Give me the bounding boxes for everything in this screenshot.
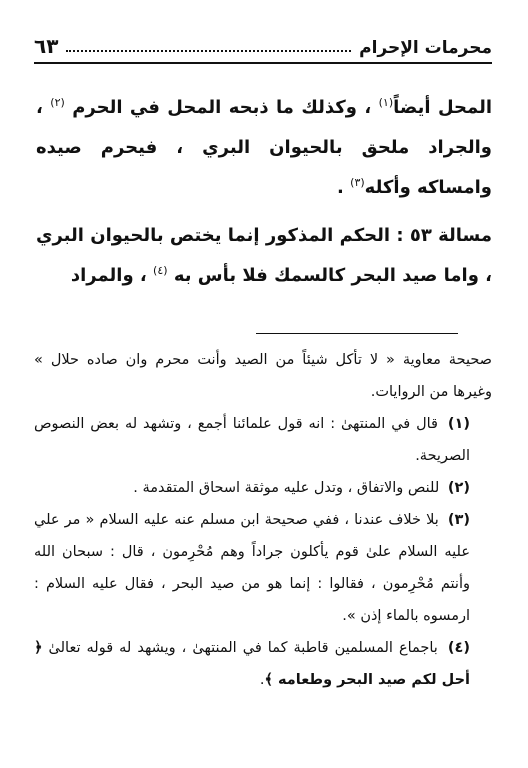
footnote-end: . [259,672,265,688]
footnote-text: بلا خلاف عندنا ، ففي صحيحة ابن مسلم عنه عليه السلام « مر علي عليه السلام علىٰ قوم يأكلون جراداً وهم مُحْرِمون ، قال : سبحان الله وأنتم مُحْرِمون ، فقالوا : إنما هو من صيد البحر ، فقال عليه السلام : ارمسوه بالماء إذن ». [34,512,470,624]
footnotes [34,344,492,696]
quran-quote: ﴿ أحل لكم صيد البحر وطعامه ﴾ [34,640,470,688]
masala-paragraph [36,216,492,296]
footnote-number: (١) [447,416,471,432]
leader-dots [66,50,351,52]
footnote-separator [256,333,458,334]
footnote-text: قال في المنتهىٰ : انه قول علمائنا أجمع ، وتشهد له بعض النصوص الصريحة. [34,416,470,464]
text-run: المحل أيضاً [393,97,492,118]
paragraph [36,88,492,208]
main-text [36,88,492,296]
footnote-number: (٣) [447,512,471,528]
text-run: ، والجراد ملحق بالحيوان البري ، فيحرم صيده وامساكه وأكله [36,97,492,198]
footnote-text: للنص والاتفاق ، وتدل عليه موثقة اسحاق المتقدمة . [133,480,440,496]
footnote-ref-1: (١) [378,96,394,109]
text-run: ، وكذلك ما ذبحه المحل في الحرم [72,97,372,118]
footnote-text: باجماع المسلمين قاطبة كما في المنتهىٰ ، ويشهد له قوله تعالىٰ [48,640,438,656]
footnote-4 [34,632,492,696]
footnote-number: (٢) [447,480,470,496]
text-run: ، والمراد [70,265,147,286]
footnote-3 [34,504,492,632]
footnote-2 [34,472,492,504]
page-number: ٦٣ [34,34,59,58]
footnote-number: (٤) [447,640,471,656]
footnote-ref-3: (٣) [350,176,365,189]
text-run: . [337,177,344,198]
text-run: الحكم المذكور إنما يختص بالحيوان البري ، واما صيد البحر كالسمك فلا بأس به [35,225,492,286]
footnote-continuation: صحيحة معاوية « لا تأكل شيئاً من الصيد وأنت محرم وان صاده حلال » وغيرها من الروايات. [34,352,492,400]
page-header [34,34,492,64]
footnote-1 [34,408,492,472]
masala-label: مسالة ٥٣ : [396,225,492,246]
footnote-ref-2: (٢) [50,96,65,109]
running-title: محرمات الإحرام [359,38,492,58]
footnote-ref-4: (٤) [153,264,168,277]
